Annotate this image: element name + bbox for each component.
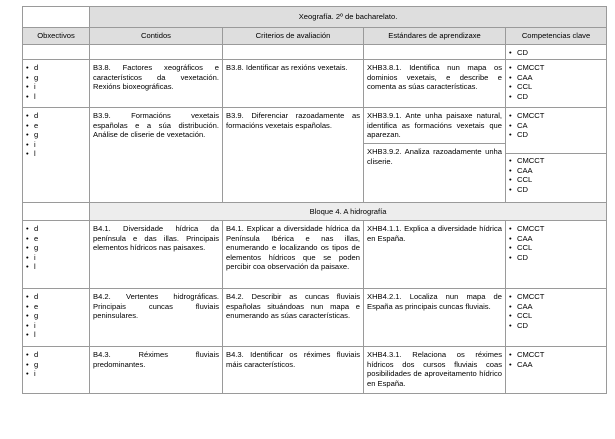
obxectivos-list bbox=[26, 350, 86, 379]
list-item: • CD bbox=[509, 253, 603, 263]
header-competencias: Competencias clave bbox=[506, 28, 607, 45]
obxectivos-list bbox=[26, 111, 86, 159]
estandar-text: XHB3.9.1. Ante unha paisaxe natural, identifica as formacións vexetais que aparezan. bbox=[367, 111, 502, 140]
criterio-cell: B4.2. Describir as cuncas fluviais españolas situándoas nun mapa e enumerando as súas características. bbox=[223, 289, 364, 347]
block4-title: Bloque 4. A hidrografía bbox=[90, 203, 607, 221]
list-item: • CAA bbox=[509, 302, 603, 312]
list-item: • l bbox=[26, 149, 86, 159]
empty-corner-cell bbox=[23, 7, 90, 28]
list-item: • d bbox=[26, 63, 86, 73]
list-item: • i bbox=[26, 140, 86, 150]
estandar-cell: XHB3.8.1. Identifica nun mapa os dominios vexetais, e describe e comenta as súas características. bbox=[364, 60, 506, 108]
competencias-list bbox=[509, 224, 603, 262]
competencias-list bbox=[509, 292, 603, 330]
header-contidos: Contidos bbox=[90, 28, 223, 45]
table-row bbox=[23, 347, 607, 394]
list-item: • i bbox=[26, 82, 86, 92]
criterio-cell: B3.9. Diferenciar razoadamente as formacións vexetais españolas. bbox=[223, 108, 364, 203]
competencias-list bbox=[509, 63, 603, 101]
list-item: • CCL bbox=[509, 243, 603, 253]
list-item: • l bbox=[26, 330, 86, 340]
list-item: • CMCCT bbox=[509, 63, 603, 73]
contido-cell: B3.8. Factores xeográficos e característicos da vexetación. Rexións bioxeográficas. bbox=[90, 60, 223, 108]
competencias-list bbox=[509, 111, 603, 151]
contido-cell: B4.2. Vertentes hidrográficas. Principais cuncas fluviais peninsulares. bbox=[90, 289, 223, 347]
table-title-row bbox=[23, 7, 607, 28]
competencias-list bbox=[506, 153, 606, 194]
list-item: • CCL bbox=[509, 311, 603, 321]
list-item: • CAA bbox=[509, 234, 603, 244]
list-item: • CA bbox=[509, 121, 603, 131]
list-item: • CMCCT bbox=[509, 224, 603, 234]
list-item: • d bbox=[26, 350, 86, 360]
list-item: • g bbox=[26, 130, 86, 140]
list-item: • e bbox=[26, 234, 86, 244]
competencias-list bbox=[509, 350, 603, 369]
table-row bbox=[23, 45, 607, 60]
contido-cell: B3.9. Formacións vexetais españolas e a súa distribución. Análise de cliserie de vexetación. bbox=[90, 108, 223, 203]
list-item: • g bbox=[26, 360, 86, 370]
list-item: • CCL bbox=[509, 82, 603, 92]
estandar-text: XHB3.9.2. Analiza razoadamente unha cliserie. bbox=[364, 143, 505, 166]
header-criterios: Criterios de avaliación bbox=[223, 28, 364, 45]
list-item: • CAA bbox=[509, 73, 603, 83]
list-item: • CAA bbox=[509, 166, 603, 176]
list-item: • CD bbox=[509, 48, 603, 58]
curriculum-table bbox=[22, 6, 607, 394]
subject-title: Xeografía. 2º de bacharelato. bbox=[90, 7, 607, 28]
contido-cell: B4.3. Réximes fluviais predominantes. bbox=[90, 347, 223, 394]
header-estandares: Estándares de aprendizaxe bbox=[364, 28, 506, 45]
estandar-cell: XHB4.3.1. Relaciona os réximes hídricos dos cursos fluviais coas posibilidades de aproveitamento hídrico en España. bbox=[364, 347, 506, 394]
column-header-row bbox=[23, 28, 607, 45]
list-item: • CMCCT bbox=[509, 292, 603, 302]
list-item: • i bbox=[26, 321, 86, 331]
obxectivos-list bbox=[26, 292, 86, 340]
list-item: • l bbox=[26, 92, 86, 102]
list-item: • CD bbox=[509, 321, 603, 331]
list-item: • CD bbox=[509, 92, 603, 102]
criterio-cell: B3.8. Identificar as rexións vexetais. bbox=[223, 60, 364, 108]
list-item: • e bbox=[26, 302, 86, 312]
obxectivos-list bbox=[26, 63, 86, 101]
list-item: • l bbox=[26, 262, 86, 272]
list-item: • CD bbox=[509, 130, 603, 140]
table-row bbox=[23, 289, 607, 347]
list-item: • e bbox=[26, 121, 86, 131]
list-item: • CCL bbox=[509, 175, 603, 185]
list-item: • g bbox=[26, 311, 86, 321]
criterio-cell: B4.1. Explicar a diversidade hídrica da Península Ibérica e nas illas, enumerando e localizando os tipos de elementos hídricos que se poden percibir coa observación da paisaxe. bbox=[223, 221, 364, 289]
list-item: • d bbox=[26, 224, 86, 234]
block-title-row bbox=[23, 203, 607, 221]
list-item: • g bbox=[26, 73, 86, 83]
list-item: • CMCCT bbox=[509, 111, 603, 121]
list-item: • g bbox=[26, 243, 86, 253]
header-obxectivos: Obxectivos bbox=[23, 28, 90, 45]
list-item: • CD bbox=[509, 185, 603, 195]
list-item: • CAA bbox=[509, 360, 603, 370]
table-row bbox=[23, 60, 607, 108]
competencias-list bbox=[509, 48, 603, 58]
list-item: • CMCCT bbox=[509, 156, 603, 166]
list-item: • d bbox=[26, 111, 86, 121]
criterio-cell: B4.3. Identificar os réximes fluviais máis característicos. bbox=[223, 347, 364, 394]
list-item: • CMCCT bbox=[509, 350, 603, 360]
estandar-cell: XHB4.1.1. Explica a diversidade hídrica en España. bbox=[364, 221, 506, 289]
estandar-cell: XHB4.2.1. Localiza nun mapa de España as principais cuncas fluviais. bbox=[364, 289, 506, 347]
contido-cell: B4.1. Diversidade hídrica da península e das illas. Principais elementos hídricos nas paisaxes. bbox=[90, 221, 223, 289]
list-item: • i bbox=[26, 369, 86, 379]
obxectivos-list bbox=[26, 224, 86, 272]
list-item: • i bbox=[26, 253, 86, 263]
table-row bbox=[23, 108, 607, 203]
table-row bbox=[23, 221, 607, 289]
list-item: • d bbox=[26, 292, 86, 302]
